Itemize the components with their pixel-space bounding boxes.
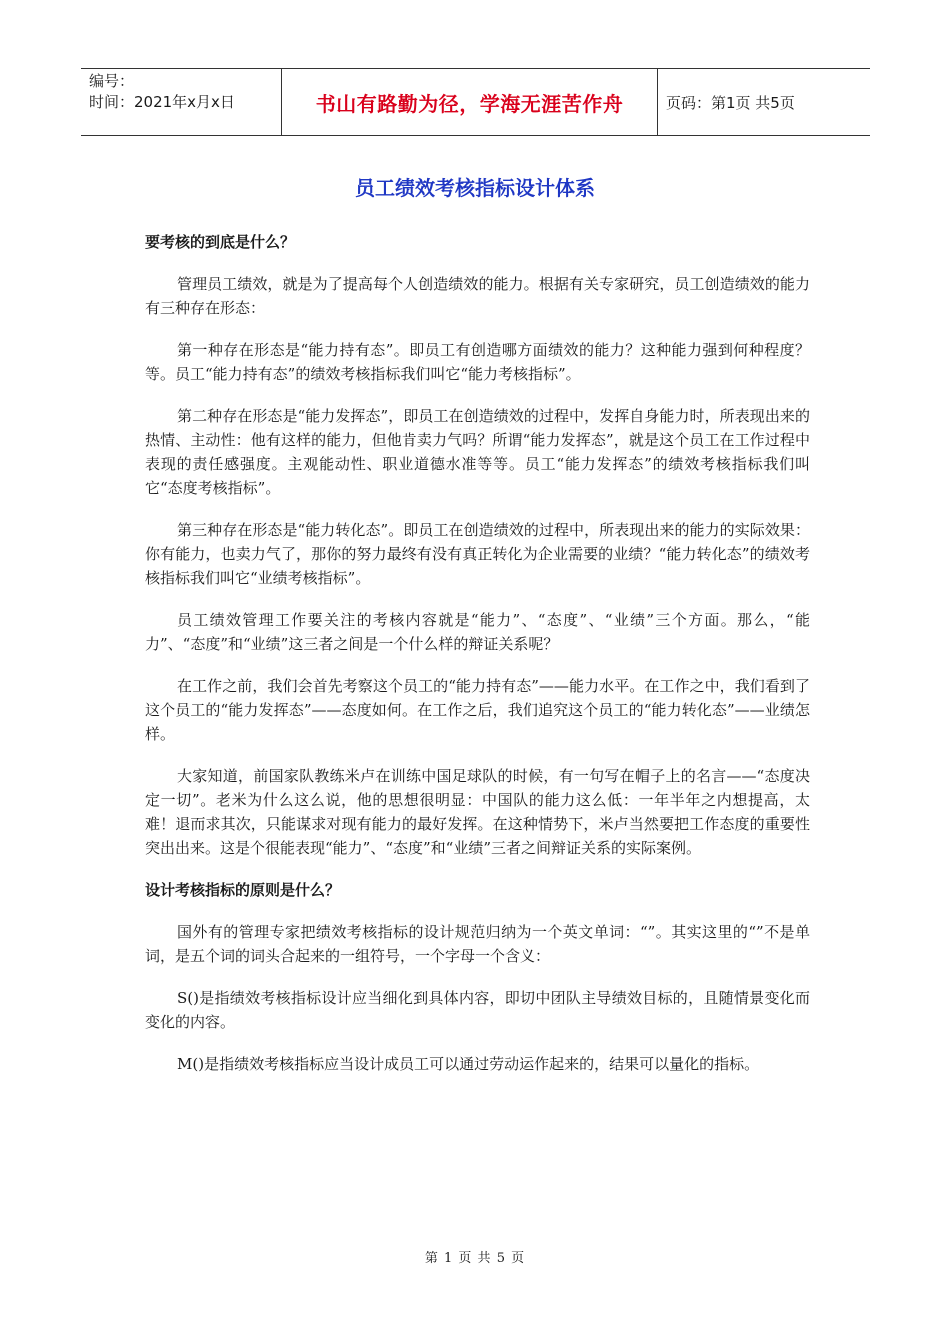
section-heading: 设计考核指标的原则是什么？	[145, 881, 341, 899]
header-motto: 书山有路勤为径，学海无涯苦作舟	[282, 69, 658, 135]
document-body	[145, 230, 810, 1094]
document-number-label: 编号：	[89, 72, 135, 90]
paragraph: 大家知道，前国家队教练米卢在训练中国足球队的时候，有一句写在帽子上的名言——“态度决定一切”。老米为什么这么说，他的思想很明显：中国队的能力这么低：一年半年之内想提高，太难！退而求其次，只能谋求对现有能力的最好发挥。在这种情势下，米卢当然要把工作态度的重要性突出出来。这是个很能表现“能力”、“态度”和“业绩”三者之间辩证关系的实际案例。	[145, 767, 810, 857]
section-heading: 要考核的到底是什么？	[145, 233, 296, 251]
paragraph: 员工绩效管理工作要关注的考核内容就是“能力”、“态度”、“业绩”三个方面。那么，“能力”、“态度”和“业绩”这三者之间是一个什么样的辩证关系呢？	[145, 611, 810, 653]
paragraph: 在工作之前，我们会首先考察这个员工的“能力持有态”——能力水平。在工作之中，我们看到了这个员工的“能力发挥态”——态度如何。在工作之后，我们追究这个员工的“能力转化态”——业绩怎样。	[145, 677, 810, 743]
document-date: 时间：2021年x月x日	[89, 93, 235, 111]
paragraph: 国外有的管理专家把绩效考核指标的设计规范归纳为一个英文单词：“”。其实这里的“”不是单词，是五个词的词头合起来的一组符号，一个字母一个含义：	[145, 923, 810, 965]
paragraph: 管理员工绩效，就是为了提高每个人创造绩效的能力。根据有关专家研究，员工创造绩效的能力有三种存在形态：	[145, 275, 810, 317]
paragraph: 第三种存在形态是“能力转化态”。即员工在创造绩效的过程中，所表现出来的能力的实际效果：你有能力，也卖力气了，那你的努力最终有没有真正转化为企业需要的业绩？“能力转化态”的绩效考核指标我们叫它“业绩考核指标”。	[145, 521, 810, 587]
document-title: 员工绩效考核指标设计体系	[355, 176, 595, 200]
header-page-info: 页码：第1页 共5页	[666, 93, 795, 112]
paragraph: M()是指绩效考核指标应当设计成员工可以通过劳动运作起来的，结果可以量化的指标。	[177, 1055, 760, 1073]
paragraph: 第二种存在形态是“能力发挥态”，即员工在创造绩效的过程中，发挥自身能力时，所表现出来的热情、主动性：他有这样的能力，但他肯卖力气吗？所谓“能力发挥态”，就是这个员工在工作过程中表现的责任感强度。主观能动性、职业道德水准等等。员工“能力发挥态”的绩效考核指标我们叫它“态度考核指标”。	[145, 407, 810, 497]
header-table	[81, 68, 870, 136]
paragraph: S()是指绩效考核指标设计应当细化到具体内容，即切中团队主导绩效目标的，且随情景变化而变化的内容。	[145, 989, 810, 1031]
paragraph: 第一种存在形态是“能力持有态”。即员工有创造哪方面绩效的能力？这种能力强到何种程度？等。员工“能力持有态”的绩效考核指标我们叫它“能力考核指标”。	[145, 341, 810, 383]
page-footer: 第 1 页 共 5 页	[424, 1251, 526, 1266]
header-left-cell	[81, 69, 282, 135]
